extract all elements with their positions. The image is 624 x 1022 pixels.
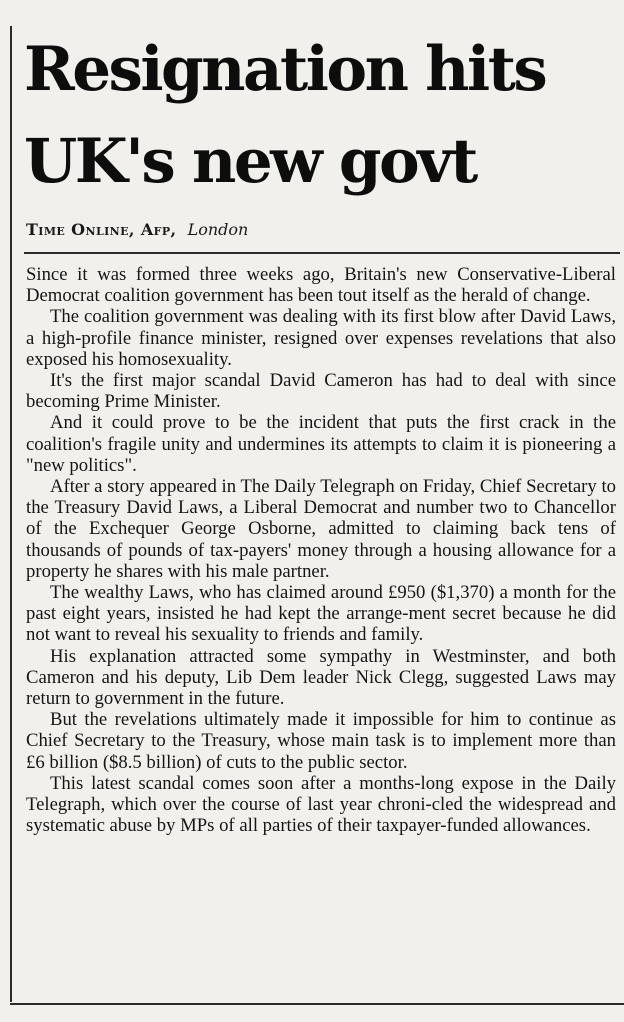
- paragraph: After a story appeared in The Daily Telegraph on Friday, Chief Secretary to the Treasury David Laws, a Liberal Democrat and number two to Chancellor of the Exchequer George Osborne, admitted to claiming back tens of thousands of pounds of tax-payers' money through a housing allowance for a property he shares with his male partner.: [26, 476, 616, 582]
- byline-source: Time Online, Afp,: [26, 220, 177, 239]
- paragraph: But the revelations ultimately made it impossible for him to continue as Chief Secretary to the Treasury, whose main task is to implement more than £6 billion ($8.5 billion) of cuts to the public sector.: [26, 709, 616, 773]
- headline-line-1: Resignation hits: [24, 34, 546, 105]
- paragraph: The wealthy Laws, who has claimed around £950 ($1,370) a month for the past eight years, insisted he had kept the arrange-ment secret because he did not want to reveal his sexuality to friends and family.: [26, 582, 616, 646]
- paragraph: It's the first major scandal David Cameron has had to deal with since becoming Prime Minister.: [26, 370, 616, 413]
- left-column-rule: [10, 26, 12, 1002]
- byline-divider: [24, 252, 620, 254]
- article-body: [26, 264, 616, 836]
- paragraph: This latest scandal comes soon after a months-long expose in the Daily Telegraph, which over the course of last year chroni-cled the widespread and systematic abuse by MPs of all parties of their taxpayer-funded allowances.: [26, 772, 616, 837]
- paragraph: The coalition government was dealing with its first blow after David Laws, a high-profile finance minister, resigned over expenses revelations that also exposed his homosexuality.: [26, 306, 616, 370]
- paragraph: His explanation attracted some sympathy in Westminster, and both Cameron and his deputy, Lib Dem leader Nick Clegg, suggested Laws may return to government in the future.: [26, 645, 616, 710]
- paragraph: And it could prove to be the incident that puts the first crack in the coalition's fragile unity and undermines its attempts to claim it is pioneering a "new politics".: [26, 412, 616, 476]
- bottom-rule: [10, 1003, 624, 1005]
- headline: [24, 24, 620, 208]
- byline-place: London: [187, 220, 249, 239]
- paragraph: Since it was formed three weeks ago, Britain's new Conservative-Liberal Democrat coalition government has been tout itself as the herald of change.: [26, 264, 616, 307]
- headline-line-2: UK's new govt: [24, 126, 476, 197]
- byline: [26, 220, 248, 239]
